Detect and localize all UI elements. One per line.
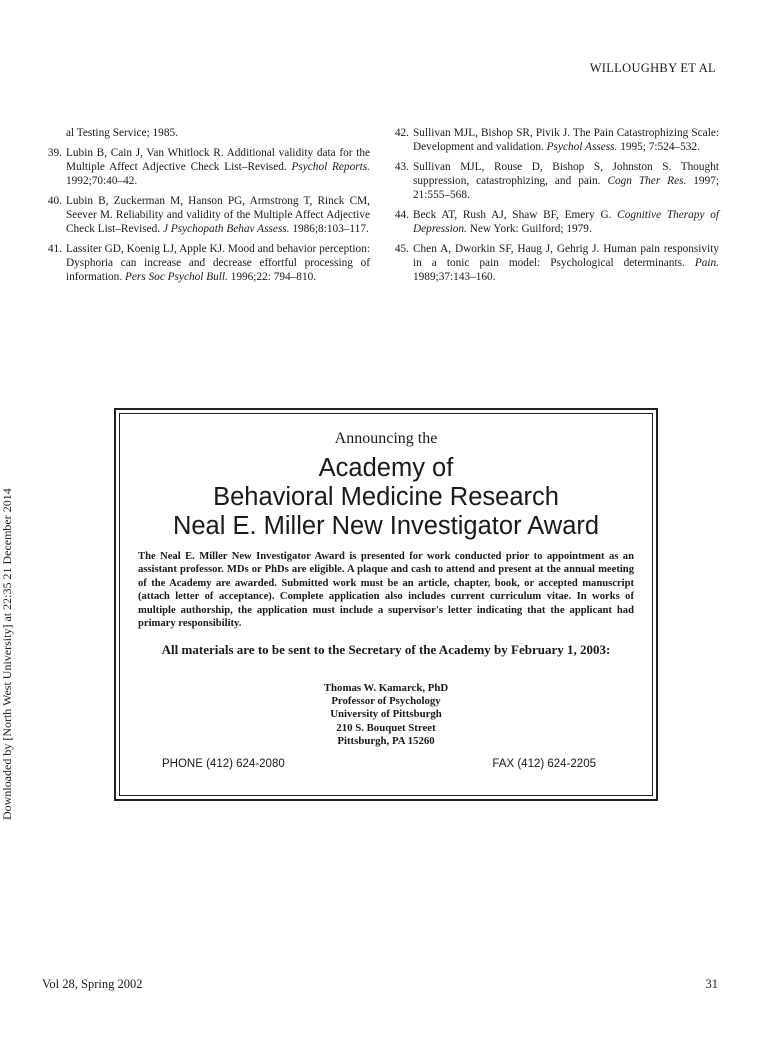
running-head: WILLOUGHBY ET AL xyxy=(589,61,716,75)
reference-text: Sullivan MJL, Rouse D, Bishop S, Johnston S. Thought suppression, catastrophizing, and pain. Cogn Ther Res. 1997; 21:555–568. xyxy=(413,161,720,201)
reference-text: Lassiter GD, Koenig LJ, Apple KJ. Mood and behavior perception: Dysphoria can increase and decrease effortful processing of information. Pers Soc Psychol Bull. 1996;22: 794–810. xyxy=(66,243,370,283)
mailing-address xyxy=(116,682,656,748)
reference-item xyxy=(389,160,719,202)
announcement-description: The Neal E. Miller New Investigator Award is presented for work conducted prior to appointment as an assistant professor. MDs or PhDs are eligible. A plaque and cash to attend and present at the annual meeting of the Academy are awarded. Submitted work must be an article, chapter, book, or accepted manuscript (attach letter of acceptance). Complete application also includes current curriculum vitae. In works of multiple authorship, the application must include a supervisor's letter indicating that the applicant had primary responsibility. xyxy=(138,551,634,630)
announcement-title-line: Academy of xyxy=(318,454,454,482)
address-line: Professor of Psychology xyxy=(331,695,441,708)
address-line: Pittsburgh, PA 15260 xyxy=(337,734,435,747)
issue-info: Vol 28, Spring 2002 xyxy=(42,977,143,991)
fax-number: FAX (412) 624-2205 xyxy=(492,758,596,770)
reference-text: Chen A, Dworkin SF, Haug J, Gehrig J. Human pain responsivity in a tonic pain model: Psychological determinants. Pain. 1989;37:143–160. xyxy=(413,243,719,283)
reference-text: Lubin B, Zuckerman M, Hanson PG, Armstrong T, Rinck CM, Seever M. Reliability and validity of the Multiple Affect Adjective Check List–Revised. J Psychopath Behav Assess. 1986;8:103–117. xyxy=(66,195,370,235)
reference-item xyxy=(42,146,370,188)
reference-item xyxy=(42,242,370,284)
announcement-deadline: All materials are to be sent to the Secretary of the Academy by February 1, 2003: xyxy=(161,642,611,657)
reference-number: 40. xyxy=(47,195,62,207)
reference-number: 42. xyxy=(394,127,409,139)
address-line: 210 S. Bouquet Street xyxy=(336,721,436,734)
reference-text: Lubin B, Cain J, Van Whitlock R. Additional validity data for the Multiple Affect Adjective Check List–Revised. Psychol Reports. 1992;70:40–42. xyxy=(66,147,370,187)
reference-item xyxy=(389,242,719,284)
award-announcement-box xyxy=(114,408,658,801)
page-number: 31 xyxy=(705,977,718,991)
announcement-title-line: Behavioral Medicine Research xyxy=(213,483,559,511)
announcement-intro: Announcing the xyxy=(334,430,438,447)
announcement-title xyxy=(116,454,656,541)
reference-text: Beck AT, Rush AJ, Shaw BF, Emery G. Cognitive Therapy of Depression. New York: Guilford; 1979. xyxy=(413,209,719,235)
reference-item xyxy=(42,126,370,140)
reference-number: 39. xyxy=(47,147,62,159)
reference-item xyxy=(389,126,719,154)
reference-item xyxy=(389,208,719,236)
reference-number: 41. xyxy=(47,243,62,255)
reference-text: Sullivan MJL, Bishop SR, Pivik J. The Pain Catastrophizing Scale: Development and validation. Psychol Assess. 1995; 7:524–532. xyxy=(413,127,719,153)
announcement-title-line: Neal E. Miller New Investigator Award xyxy=(172,512,600,540)
reference-number: 43. xyxy=(394,161,409,173)
address-line: Thomas W. Kamarck, PhD xyxy=(323,682,449,694)
reference-number: 45. xyxy=(394,243,409,255)
download-watermark-text: Downloaded by [North West University] at 22:35 21 December 2014 xyxy=(0,488,14,820)
reference-list-left xyxy=(42,126,370,290)
address-line: University of Pittsburgh xyxy=(330,708,442,721)
reference-number: 44. xyxy=(394,209,409,221)
reference-item xyxy=(42,194,370,236)
download-watermark xyxy=(0,160,17,820)
reference-text: al Testing Service; 1985. xyxy=(66,127,178,139)
reference-list-right xyxy=(389,126,719,290)
phone-number: PHONE (412) 624-2080 xyxy=(162,758,285,770)
